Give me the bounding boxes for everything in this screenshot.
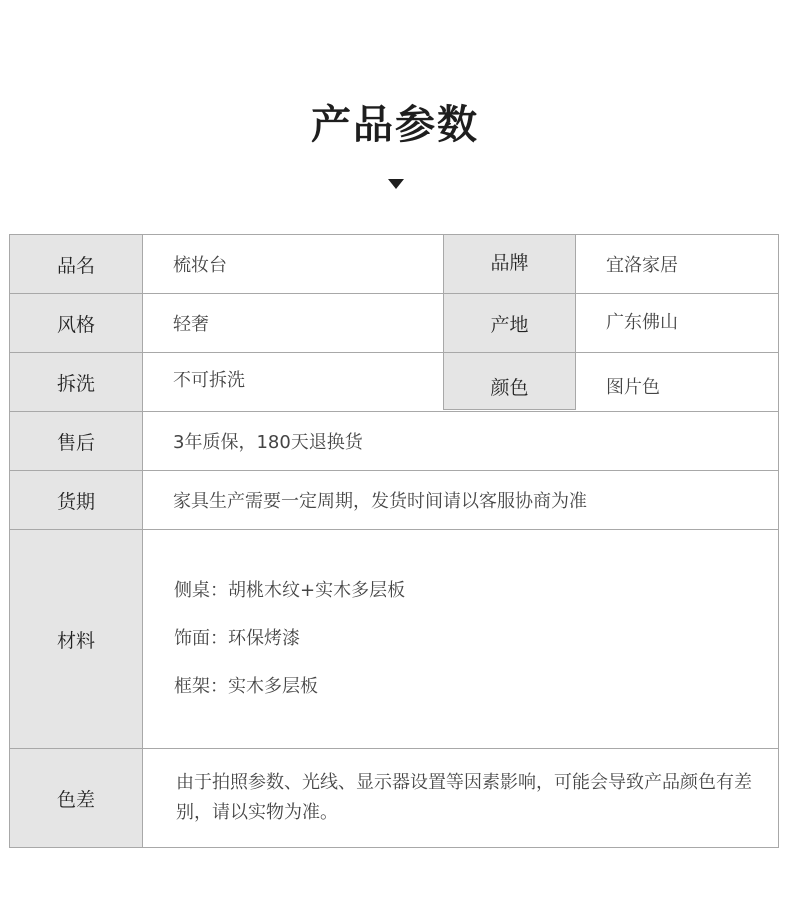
label-brand: 品牌 bbox=[443, 235, 576, 293]
table-row bbox=[10, 412, 778, 471]
value-wash: 不可拆洗 bbox=[173, 370, 245, 391]
value-origin: 广东佛山 bbox=[606, 312, 678, 333]
value-colordiff bbox=[143, 749, 778, 847]
label-name: 品名 bbox=[10, 235, 143, 293]
label-service: 售后 bbox=[10, 412, 143, 470]
material-line: 侧桌：胡桃木纹+实木多层板 bbox=[174, 580, 406, 601]
value-color: 图片色 bbox=[606, 377, 660, 398]
table-row bbox=[10, 749, 778, 847]
table-row bbox=[10, 530, 778, 749]
table-row bbox=[10, 294, 778, 353]
label-colordiff: 色差 bbox=[10, 749, 143, 847]
material-line: 饰面：环保烤漆 bbox=[174, 628, 300, 649]
table-row bbox=[10, 353, 778, 412]
value-style: 轻奢 bbox=[173, 314, 209, 335]
value-delivery: 家具生产需要一定周期，发货时间请以客服协商为准 bbox=[173, 491, 587, 512]
label-color: 颜色 bbox=[443, 353, 576, 410]
down-arrow-icon bbox=[388, 179, 404, 189]
label-style: 风格 bbox=[10, 294, 143, 352]
value-material bbox=[143, 530, 778, 748]
page-title: 产品参数 bbox=[311, 102, 479, 148]
value-name: 梳妆台 bbox=[173, 255, 227, 276]
value-brand: 宜洛家居 bbox=[606, 255, 678, 276]
label-delivery: 货期 bbox=[10, 471, 143, 529]
label-wash: 拆洗 bbox=[10, 353, 143, 411]
table-row bbox=[10, 235, 778, 294]
value-service: 3年质保，180天退换货 bbox=[173, 432, 363, 453]
params-table bbox=[9, 234, 779, 848]
material-line: 框架：实木多层板 bbox=[174, 676, 318, 697]
table-row bbox=[10, 471, 778, 530]
label-origin: 产地 bbox=[443, 294, 576, 352]
label-material: 材料 bbox=[10, 530, 143, 748]
colordiff-text: 由于拍照参数、光线、显示器设置等因素影响，可能会导致产品颜色有差别，请以实物为准。 bbox=[176, 772, 752, 823]
